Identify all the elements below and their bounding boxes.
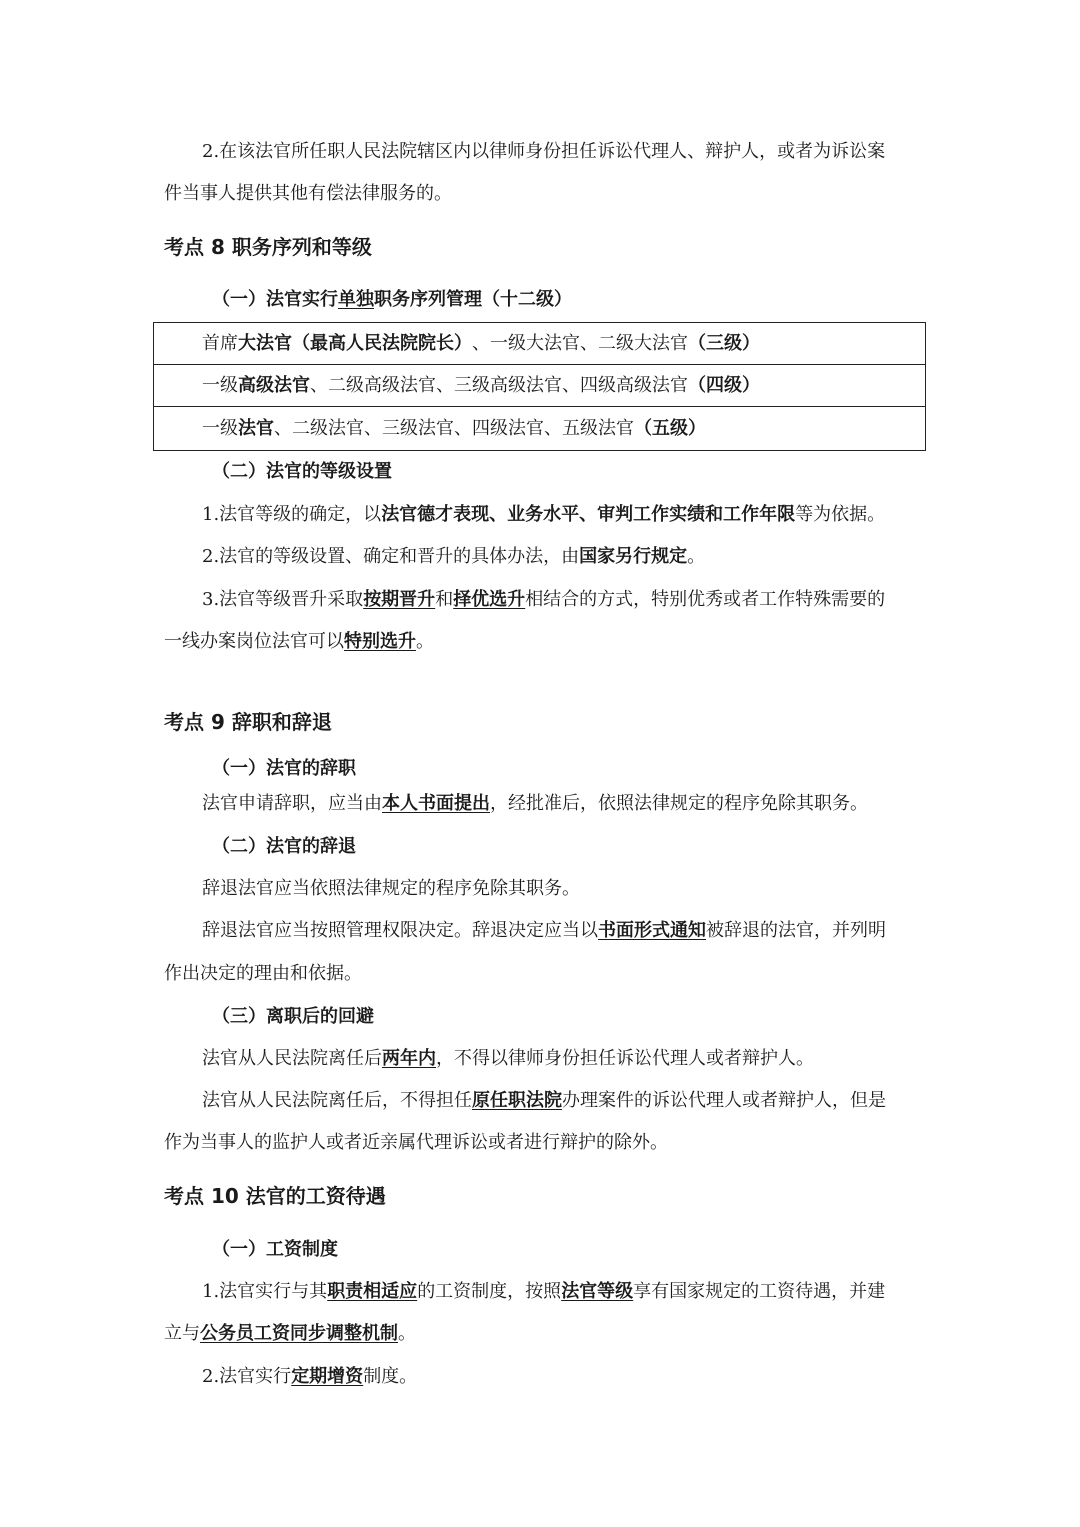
s9-para-4: 法官从人民法院离任后两年内，不得以律师身份担任诉讼代理人或者辩护人。 [202,1048,814,1069]
grade-row-senior: 一级 高级法官 、二级高级法官、三级高级法官、四级高级法官 （四级） [154,365,925,407]
grade-table [153,322,926,451]
s9-para-5: 法官从人民法院离任后，不得担任原任职法院办理案件的诉讼代理人或者辩护人，但是 [202,1090,886,1111]
intro-line-2: 件当事人提供其他有偿法律服务的。 [164,183,452,204]
s9-sub1-heading: （一）法官的辞职 [212,758,356,779]
s10-para-1: 1.法官实行与其职责相适应的工资制度，按照法官等级享有国家规定的工资待遇，并建 [202,1281,886,1302]
s9-para-1: 法官申请辞职，应当由本人书面提出，经批准后，依照法律规定的程序免除其职务。 [202,793,868,814]
s8-para-3: 3.法官等级晋升采取按期晋升和择优选升相结合的方式，特别优秀或者工作特殊需要的 [202,589,886,610]
s9-sub2-heading: （二）法官的辞退 [212,836,356,857]
s9-para-3-cont: 作出决定的理由和依据。 [164,963,362,984]
s10-sub1-heading: （一）工资制度 [212,1239,338,1260]
s10-para-1-cont: 立与公务员工资同步调整机制。 [164,1323,416,1344]
s10-para-2: 2.法官实行定期增资制度。 [202,1366,418,1387]
s8-sub1-heading: （一）法官实行单独职务序列管理（十二级） [212,289,572,310]
section-8-heading: 考点 8 职务序列和等级 [164,235,372,259]
s9-sub3-heading: （三）离职后的回避 [212,1006,374,1027]
s8-para-1: 1.法官等级的确定，以法官德才表现、业务水平、审判工作实绩和工作年限等为依据。 [202,504,886,525]
s8-para-3-cont: 一线办案岗位法官可以特别选升。 [164,631,434,652]
grade-row-top: 首席 大法官 （最高人民法院院长） 、一级大法官、二级大法官 （三级） [154,323,925,365]
s9-para-3: 辞退法官应当按照管理权限决定。辞退决定应当以书面形式通知被辞退的法官，并列明 [202,920,886,941]
s8-para-2: 2.法官的等级设置、确定和晋升的具体办法，由国家另行规定。 [202,546,706,567]
section-9-heading: 考点 9 辞职和辞退 [164,710,332,734]
s8-sub2-heading: （二）法官的等级设置 [212,461,392,482]
s9-para-2: 辞退法官应当依照法律规定的程序免除其职务。 [202,878,580,899]
intro-line-1: 2.在该法官所任职人民法院辖区内以律师身份担任诉讼代理人、辩护人，或者为诉讼案 [202,141,886,162]
s9-para-5-cont: 作为当事人的监护人或者近亲属代理诉讼或者进行辩护的除外。 [164,1132,668,1153]
section-10-heading: 考点 10 法官的工资待遇 [164,1184,386,1208]
grade-row-judge: 一级 法官 、二级法官、三级法官、四级法官、五级法官 （五级） [202,417,706,439]
